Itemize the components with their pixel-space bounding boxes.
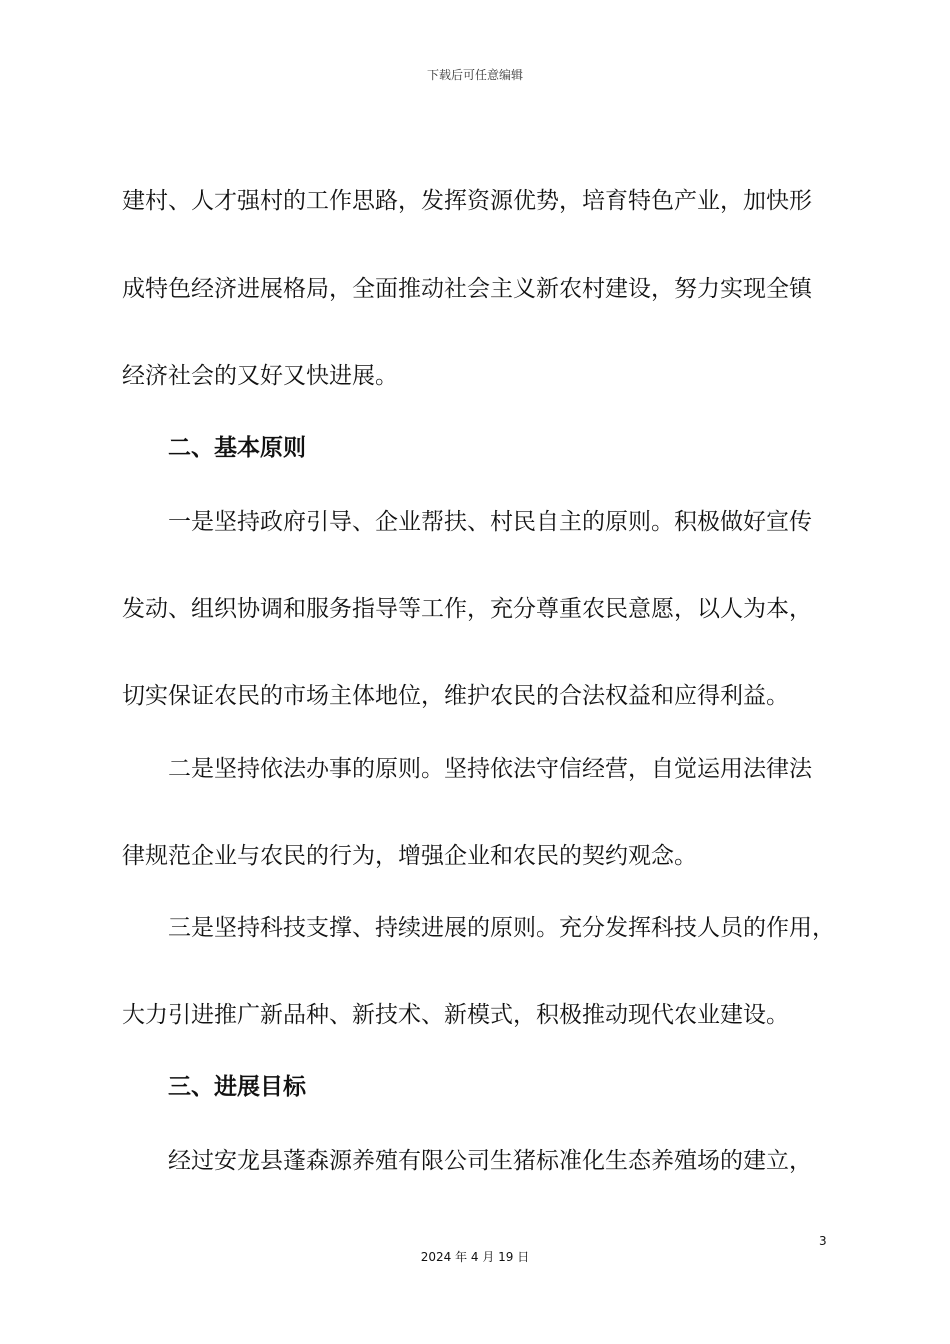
- body-line: 成特色经济进展格局，全面推动社会主义新农村建设，努力实现全镇: [122, 276, 812, 302]
- page-header: 下载后可任意编辑: [426, 68, 523, 82]
- body-line: 切实保证农民的市场主体地位，维护农民的合法权益和应得利益。: [122, 683, 789, 709]
- body-line: 发动、组织协调和服务指导等工作，充分尊重农民意愿，以人为本，: [122, 596, 812, 622]
- body-line: 一是坚持政府引导、企业帮扶、村民自主的原则。积极做好宣传: [168, 509, 812, 535]
- body-line: 三是坚持科技支撑、持续进展的原则。充分发挥科技人员的作用，: [168, 915, 835, 941]
- body-line: 大力引进推广新品种、新技术、新模式，积极推动现代农业建设。: [122, 1002, 789, 1028]
- body-line: 建村、人才强村的工作思路，发挥资源优势，培育特色产业，加快形: [122, 188, 812, 214]
- page-number: 3: [819, 1234, 827, 1248]
- body-line: 二是坚持依法办事的原则。坚持依法守信经营，自觉运用法律法: [168, 756, 812, 782]
- footer-date: 2024 年 4 月 19 日: [420, 1250, 530, 1264]
- section-heading-principles: 二、基本原则: [168, 435, 306, 461]
- body-line: 经济社会的又好又快进展。: [122, 363, 398, 389]
- section-heading-goals: 三、进展目标: [168, 1074, 306, 1100]
- body-line: 律规范企业与农民的行为，增强企业和农民的契约观念。: [122, 843, 697, 869]
- body-line: 经过安龙县蓬森源养殖有限公司生猪标准化生态养殖场的建立，: [168, 1148, 812, 1174]
